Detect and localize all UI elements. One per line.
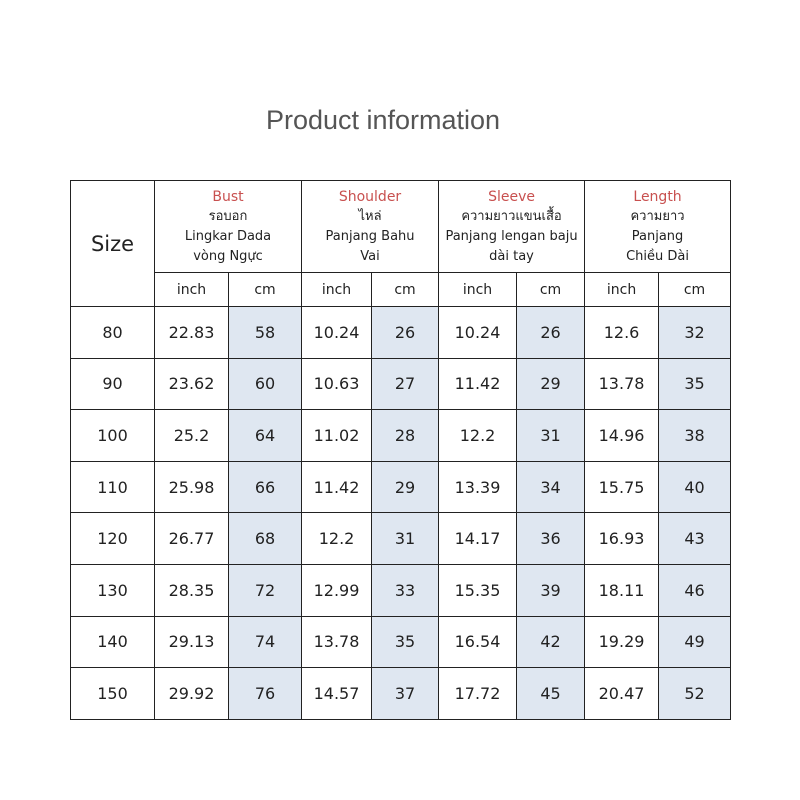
bust-cm-cell: 64 xyxy=(229,410,302,462)
bust-inch-cell: 22.83 xyxy=(155,307,229,359)
shoulder-header xyxy=(302,181,439,273)
sleeve-inch-cell: 15.35 xyxy=(439,564,517,616)
sleeve-inch-cell: 16.54 xyxy=(439,616,517,668)
size-chart-table xyxy=(70,180,731,720)
size-column-header: Size xyxy=(71,181,155,307)
sleeve-inch-cell: 13.39 xyxy=(439,461,517,513)
sleeve-cm-cell: 39 xyxy=(517,564,585,616)
bust-header-vi: vòng Ngực xyxy=(193,248,263,264)
bust-inch-cell: 28.35 xyxy=(155,564,229,616)
bust-inch-cell: 25.98 xyxy=(155,461,229,513)
shoulder-cm-cell: 35 xyxy=(372,616,439,668)
shoulder-inch-cell: 11.42 xyxy=(302,461,372,513)
bust-inch-cell: 29.92 xyxy=(155,668,229,720)
bust-cm-cell: 58 xyxy=(229,307,302,359)
length-inch-cell: 14.96 xyxy=(585,410,659,462)
length-inch-cell: 18.11 xyxy=(585,564,659,616)
page-title: Product information xyxy=(265,105,501,135)
length-header xyxy=(585,181,731,273)
table-row xyxy=(71,461,731,513)
unit-row xyxy=(71,273,731,307)
size-cell: 100 xyxy=(71,410,155,462)
bust-cm-cell: 68 xyxy=(229,513,302,565)
length-header-th: ความยาว xyxy=(630,208,685,224)
length-inch-cell: 15.75 xyxy=(585,461,659,513)
bust-inch-cell: 23.62 xyxy=(155,358,229,410)
bust-header-th: รอบอก xyxy=(208,208,248,224)
unit-cm: cm xyxy=(229,273,302,307)
sleeve-inch-cell: 10.24 xyxy=(439,307,517,359)
length-inch-cell: 12.6 xyxy=(585,307,659,359)
table-row xyxy=(71,668,731,720)
bust-cm-cell: 60 xyxy=(229,358,302,410)
sleeve-inch-cell: 14.17 xyxy=(439,513,517,565)
shoulder-inch-cell: 10.24 xyxy=(302,307,372,359)
sleeve-inch-cell: 11.42 xyxy=(439,358,517,410)
sleeve-cm-cell: 31 xyxy=(517,410,585,462)
length-cm-cell: 32 xyxy=(659,307,731,359)
unit-inch: inch xyxy=(585,273,659,307)
sleeve-header-th: ความยาวแขนเสื้อ xyxy=(461,208,562,224)
sleeve-header-id: Panjang lengan baju xyxy=(445,228,578,244)
sleeve-cm-cell: 42 xyxy=(517,616,585,668)
length-cm-cell: 38 xyxy=(659,410,731,462)
shoulder-header-id: Panjang Bahu xyxy=(325,228,415,244)
shoulder-cm-cell: 29 xyxy=(372,461,439,513)
bust-header xyxy=(155,181,302,273)
sleeve-header-en: Sleeve xyxy=(488,188,535,205)
sleeve-cm-cell: 34 xyxy=(517,461,585,513)
sleeve-cm-cell: 45 xyxy=(517,668,585,720)
length-cm-cell: 35 xyxy=(659,358,731,410)
length-inch-cell: 20.47 xyxy=(585,668,659,720)
shoulder-cm-cell: 27 xyxy=(372,358,439,410)
bust-header-en: Bust xyxy=(212,188,244,205)
length-header-vi: Chiều Dài xyxy=(626,248,689,264)
shoulder-inch-cell: 12.2 xyxy=(302,513,372,565)
shoulder-inch-cell: 11.02 xyxy=(302,410,372,462)
unit-inch: inch xyxy=(302,273,372,307)
table-row xyxy=(71,410,731,462)
length-inch-cell: 13.78 xyxy=(585,358,659,410)
header-group-row xyxy=(71,181,731,273)
table-row xyxy=(71,358,731,410)
size-cell: 130 xyxy=(71,564,155,616)
unit-cm: cm xyxy=(517,273,585,307)
bust-header-id: Lingkar Dada xyxy=(184,228,272,244)
size-cell: 120 xyxy=(71,513,155,565)
shoulder-header-vi: Vai xyxy=(360,248,380,264)
length-cm-cell: 49 xyxy=(659,616,731,668)
sleeve-cm-cell: 29 xyxy=(517,358,585,410)
size-cell: 90 xyxy=(71,358,155,410)
length-cm-cell: 40 xyxy=(659,461,731,513)
length-cm-cell: 52 xyxy=(659,668,731,720)
length-header-en: Length xyxy=(633,188,682,205)
table-row xyxy=(71,564,731,616)
size-cell: 80 xyxy=(71,307,155,359)
bust-cm-cell: 74 xyxy=(229,616,302,668)
unit-cm: cm xyxy=(659,273,731,307)
shoulder-inch-cell: 13.78 xyxy=(302,616,372,668)
bust-cm-cell: 72 xyxy=(229,564,302,616)
shoulder-cm-cell: 31 xyxy=(372,513,439,565)
shoulder-inch-cell: 10.63 xyxy=(302,358,372,410)
size-cell: 140 xyxy=(71,616,155,668)
unit-inch: inch xyxy=(439,273,517,307)
bust-inch-cell: 29.13 xyxy=(155,616,229,668)
bust-cm-cell: 66 xyxy=(229,461,302,513)
bust-inch-cell: 25.2 xyxy=(155,410,229,462)
sleeve-cm-cell: 26 xyxy=(517,307,585,359)
table-row xyxy=(71,616,731,668)
shoulder-inch-cell: 12.99 xyxy=(302,564,372,616)
size-cell: 110 xyxy=(71,461,155,513)
unit-inch: inch xyxy=(155,273,229,307)
shoulder-cm-cell: 26 xyxy=(372,307,439,359)
sleeve-header-vi: dài tay xyxy=(489,248,534,264)
sleeve-cm-cell: 36 xyxy=(517,513,585,565)
sleeve-header xyxy=(439,181,585,273)
length-inch-cell: 16.93 xyxy=(585,513,659,565)
unit-cm: cm xyxy=(372,273,439,307)
bust-cm-cell: 76 xyxy=(229,668,302,720)
length-header-id: Panjang xyxy=(631,228,684,244)
length-inch-cell: 19.29 xyxy=(585,616,659,668)
sleeve-inch-cell: 12.2 xyxy=(439,410,517,462)
sleeve-inch-cell: 17.72 xyxy=(439,668,517,720)
table-row xyxy=(71,307,731,359)
shoulder-cm-cell: 28 xyxy=(372,410,439,462)
bust-inch-cell: 26.77 xyxy=(155,513,229,565)
table-row xyxy=(71,513,731,565)
length-cm-cell: 46 xyxy=(659,564,731,616)
size-cell: 150 xyxy=(71,668,155,720)
shoulder-inch-cell: 14.57 xyxy=(302,668,372,720)
shoulder-cm-cell: 33 xyxy=(372,564,439,616)
shoulder-header-en: Shoulder xyxy=(338,188,402,205)
length-cm-cell: 43 xyxy=(659,513,731,565)
shoulder-header-th: ไหล่ xyxy=(358,208,382,224)
shoulder-cm-cell: 37 xyxy=(372,668,439,720)
